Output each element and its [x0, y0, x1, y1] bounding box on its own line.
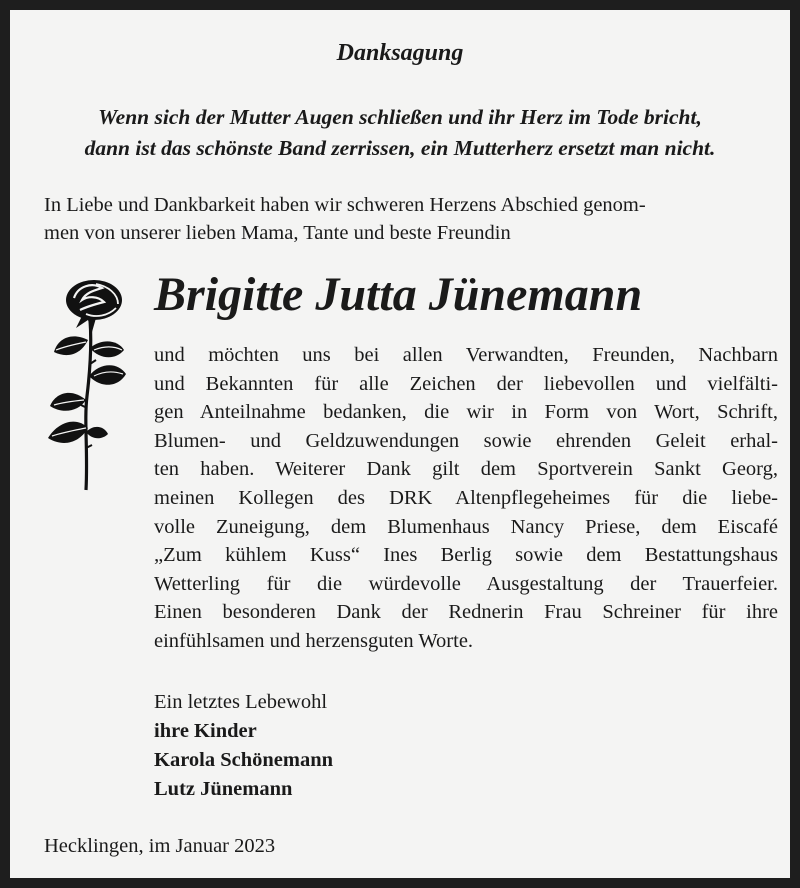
verse	[30, 102, 770, 164]
place-date: Hecklingen, im Januar 2023	[44, 835, 276, 857]
thanks-text	[154, 341, 778, 656]
rose-icon	[46, 276, 130, 494]
thanks-line: Einen besonderen Dank der Rednerin Frau Schreiner für ihre	[154, 601, 778, 624]
thanks-line: „Zum kühlem Kuss“ Ines Berlig sowie dem Bestattungshaus	[154, 544, 778, 567]
verse-line: Wenn sich der Mutter Augen schließen und ihr Herz im Tode bricht,	[98, 105, 702, 129]
thanks-line: Wetterling für die würdevolle Ausgestaltung der Trauerfeier.	[154, 572, 778, 595]
thanks-line: und Bekannten für alle Zeichen der liebevollen und vielfälti-	[154, 372, 778, 395]
intro-line: In Liebe und Dankbarkeit haben wir schweren Herzens Abschied genom-	[44, 194, 646, 216]
thanks-line: ten haben. Weiterer Dank gilt dem Sportverein Sankt Georg,	[154, 458, 778, 481]
intro-text	[44, 191, 784, 247]
thanks-line: Blumen- und Geldzuwendungen sowie ehrenden Geleit erhal-	[154, 429, 778, 452]
verse-line: dann ist das schönste Band zerrissen, ein Mutterherz ersetzt man nicht.	[84, 136, 716, 160]
intro-line: men von unserer lieben Mama, Tante und beste Freundin	[44, 222, 511, 244]
farewell-line: Ein letztes Lebewohl	[154, 691, 328, 713]
heading: Danksagung	[336, 40, 464, 66]
thanks-line: meinen Kollegen des DRK Altenpflegeheimes für die liebe-	[154, 486, 778, 509]
relation-line: ihre Kinder	[154, 720, 257, 742]
thanks-line: einfühlsamen und herzensguten Worte.	[154, 629, 474, 652]
thanks-line: gen Anteilnahme bedanken, die wir in Form von Wort, Schrift,	[154, 401, 778, 424]
thanks-line: volle Zuneigung, dem Blumenhaus Nancy Priese, dem Eiscafé	[154, 515, 778, 538]
signature	[154, 688, 333, 804]
signer-name: Karola Schönemann	[154, 749, 334, 771]
signer-name: Lutz Jünemann	[154, 778, 293, 800]
thanks-line: und möchten uns bei allen Verwandten, Freunden, Nachbarn	[154, 344, 778, 366]
deceased-name: Brigitte Jutta Jünemann	[154, 268, 643, 321]
